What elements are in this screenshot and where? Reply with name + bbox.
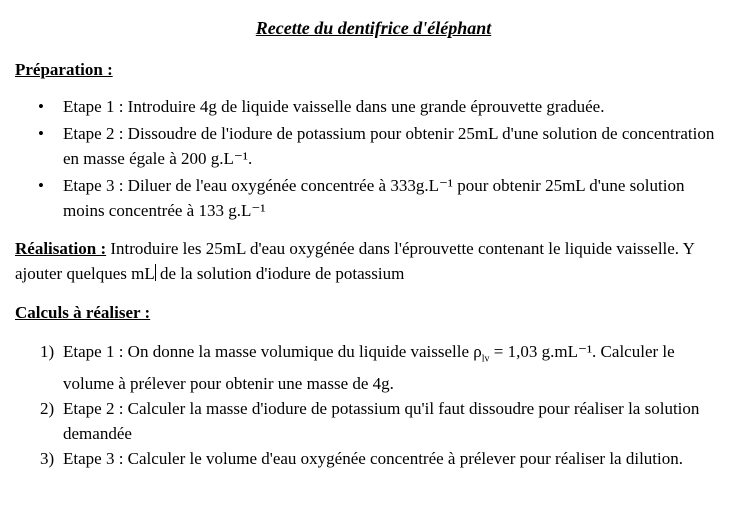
list-item [0,173,747,223]
calculs-list [0,339,747,471]
item-text: Etape 3 : Calculer le volume d'eau oxygénée concentrée à prélever pour réaliser la dilution. [63,449,683,469]
preparation-heading: Préparation : [15,60,113,79]
item-number: 2) [40,399,55,419]
list-item [0,121,747,171]
preparation-list [0,94,747,225]
step-text: Etape 3 : Diluer de l'eau oxygénée concentrée à 333g.L⁻¹ pour obtenir 25mL d'une solution moins concentrée à 133 g.L⁻¹ [63,176,685,220]
list-item [0,446,747,471]
step-text: Etape 1 : Introduire 4g de liquide vaisselle dans une grande éprouvette graduée. [63,97,605,116]
list-item [0,339,747,396]
bullet-icon: • [38,97,44,116]
item-text-cont: = 1,03 g.mL⁻¹. Calculer le volume à prélever pour obtenir une masse de 4g. [63,342,675,394]
list-item [0,94,747,119]
realisation-heading: Réalisation : [15,239,107,258]
step-text: Etape 2 : Dissoudre de l'iodure de potassium pour obtenir 25mL d'une solution de concentration en masse égale à 200 g.L⁻¹. [63,124,715,168]
subscript: lv [481,353,490,365]
calculs-heading: Calculs à réaliser : [15,303,151,322]
item-text: Etape 1 : On donne la masse volumique du liquide vaisselle ρ [63,342,482,361]
item-text: Etape 2 : Calculer la masse d'iodure de potassium qu'il faut dissoudre pour réaliser la solution demandée [63,399,700,444]
realisation-text-2: de la solution d'iodure de potassium [155,264,405,283]
item-number: 3) [40,449,55,469]
realisation-text-1: Introduire les 25mL d'eau oxygénée dans l'éprouvette contenant le liquide vaisselle. Y ajouter quelques mL [15,239,695,283]
item-number: 1) [40,342,55,361]
bullet-icon: • [38,124,44,143]
bullet-icon: • [38,176,44,195]
document-title: Recette du dentifrice d'éléphant [255,18,492,38]
list-item [0,396,747,446]
realisation-paragraph[interactable] [15,236,730,286]
